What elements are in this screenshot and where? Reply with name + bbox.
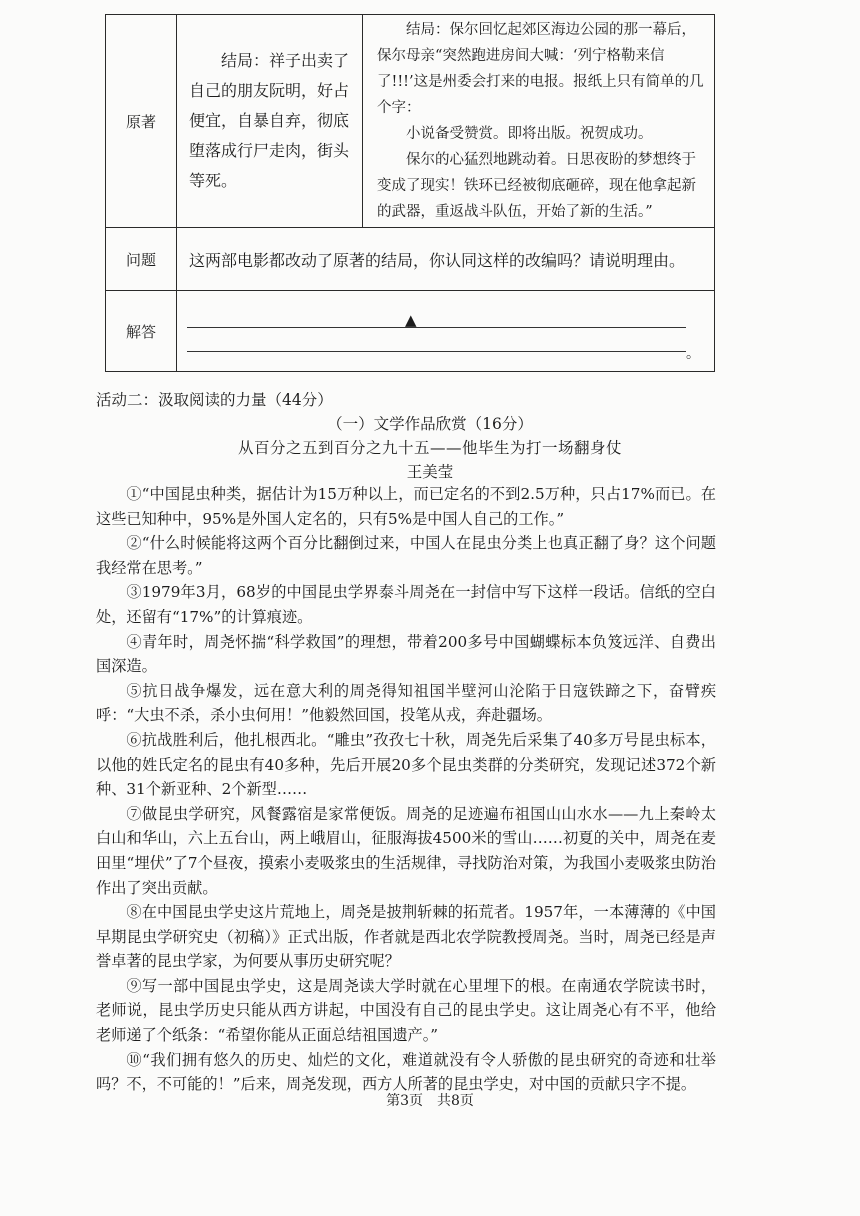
page-footer: 第3页 共8页 [386, 1093, 474, 1109]
pavel-ending-para-2: 小说备受赞赏。即将出版。祝贺成功。 [406, 126, 653, 142]
paragraph-4: ④青年时，周尧怀揣“科学救国”的理想，带着200多号中国蝴蝶标本负笈远洋、自费出国深造。 [96, 632, 716, 676]
row-label-original: 原著 [106, 15, 177, 228]
section-title: （一）文学作品欣赏（16分） [327, 415, 533, 433]
paragraph-7: ⑦做昆虫学研究，风餐露宿是家常便饭。周尧的足迹遍布祖国山山水水——九上秦岭太白山和华山，六上五台山，两上峨眉山，征服海拔4500米的雪山……初夏的关中，周尧在麦田里“埋伏”了7个昼夜，摸索小麦吸浆虫的生活规律，寻找防治对策，为我国小麦吸浆虫防治作出了突出贡献。 [96, 804, 716, 897]
article-author: 王美莹 [406, 463, 454, 481]
paragraph-9: ⑨写一部中国昆虫学史，这是周尧读大学时就在心里埋下的根。在南通农学院读书时，老师说，昆虫学历史只能从西方讲起，中国没有自己的昆虫学史。这让周尧心有不平，他给老师递了个纸条：“希望你能从正面总结祖国遗产。” [96, 976, 716, 1045]
novel-ending-text: 结局：祥子出卖了自己的朋友阮明，好占便宜，自暴自弃，彻底堕落成行尸走肉，街头等死。 [189, 51, 350, 190]
triangle-marker-icon: ▲ [405, 311, 417, 329]
paragraph-1: ①“中国昆虫种类，据估计为15万种以上，而已定名的不到2.5万种，只占17%而已。在这些已知种中，95%是外国人定名的，只有5%是中国人自己的工作。” [96, 485, 716, 528]
paragraph-8: ⑧在中国昆虫学史这片荒地上，周尧是披荆斩棘的拓荒者。1957年，一本薄薄的《中国早期昆虫学研究史（初稿）》正式出版，作者就是西北农学院教授周尧。当时，周尧已经是声誉卓著的昆虫学家，为何要从事历史研究呢？ [96, 903, 716, 971]
article-body [96, 482, 716, 1097]
paragraph-2: ②“什么时候能将这两个百分比翻倒过来，中国人在昆虫分类上也真正翻了身？这个问题我经常在思考。” [96, 534, 716, 577]
original-row [106, 15, 715, 228]
row-label-answer: 解答 [106, 291, 177, 372]
paragraph-6: ⑥抗战胜利后，他扎根西北。“雕虫”孜孜七十秋，周尧先后采集了40多万号昆虫标本，以他的姓氏定名的昆虫有40多种，先后开展20多个昆虫类群的分类研究，发现记述372个新种、31个新亚种、2个新型…… [96, 730, 716, 799]
row-label-question: 问题 [106, 228, 177, 291]
paragraph-3: ③1979年3月，68岁的中国昆虫学界泰斗周尧在一封信中写下这样一段话。信纸的空白处，还留有“17%”的计算痕迹。 [96, 583, 716, 626]
novel-ending-cell [177, 15, 363, 228]
paragraph-5: ⑤抗日战争爆发，远在意大利的周尧得知祖国半壁河山沦陷于日寇铁蹄之下，奋臂疾呼：“大虫不杀，杀小虫何用！”他毅然回国，投笔从戎，奔赴疆场。 [96, 681, 716, 725]
article-title: 从百分之五到百分之九十五——他毕生为打一场翻身仗 [237, 439, 622, 457]
answer-period: 。 [686, 346, 700, 362]
pavel-ending-cell [363, 15, 715, 228]
pavel-ending-para-3: 保尔的心猛烈地跳动着。日思夜盼的梦想终于变成了现实！铁环已经被彻底砸碎，现在他拿起新的武器，重返战斗队伍，开始了新的生活。” [377, 152, 696, 220]
comparison-table [105, 14, 715, 372]
question-text: 这两部电影都改动了原著的结局，你认同这样的改编吗？请说明理由。 [177, 228, 715, 291]
answer-cell[interactable] [177, 291, 715, 372]
paragraph-10: ⑩“我们拥有悠久的历史、灿烂的文化，难道就没有令人骄傲的昆虫研究的奇迹和壮举吗？不，不可能的！”后来，周尧发现，西方人所著的昆虫学史，对中国的贡献只字不提。 [96, 1050, 716, 1094]
answer-row [106, 291, 715, 372]
answer-line-1[interactable] [187, 327, 686, 328]
question-row [106, 228, 715, 291]
answer-line-2[interactable] [187, 351, 686, 352]
pavel-ending-para-1: 结局：保尔回忆起郊区海边公园的那一幕后，保尔母亲“突然跑进房间大喊：‘列宁格勒来信了!!!’这是州委会打来的电报。报纸上只有简单的几个字： [377, 22, 704, 116]
activity-title: 活动二：汲取阅读的力量（44分） [96, 391, 333, 409]
